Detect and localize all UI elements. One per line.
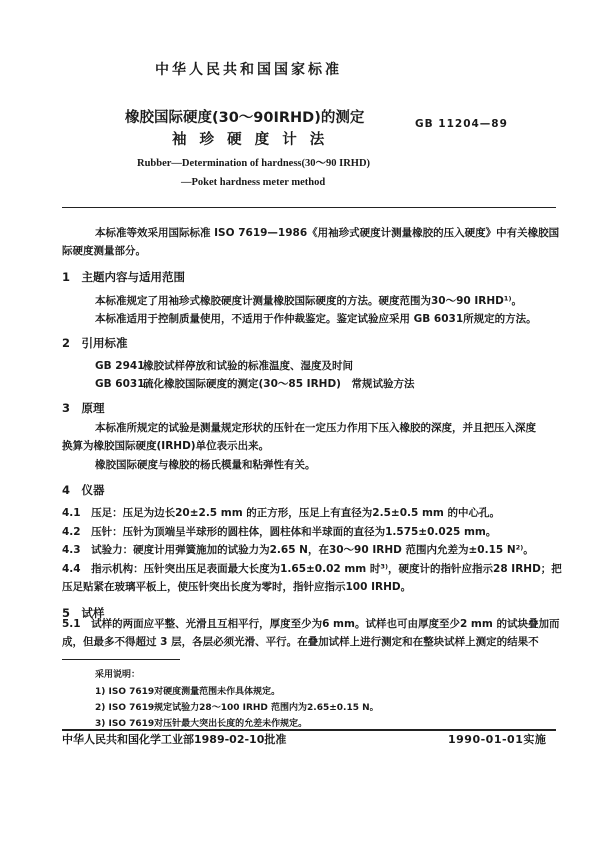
section-1-line: 本标准规定了用袖珍式橡胶硬度计测量橡胶国际硬度的方法。硬度范围为30～90 IRHD¹⁾。 [95, 295, 522, 307]
footnote-divider [62, 659, 180, 660]
section-heading-5: 5 试样 [62, 606, 105, 620]
ref-title: 硫化橡胶国际硬度的测定(30～85 IRHD) 常规试验方法 [143, 378, 415, 390]
footnote: 3) ISO 7619对压针最大突出长度的允差未作规定。 [95, 719, 308, 729]
document-title-line1: 橡胶国际硬度(30～90IRHD)的测定 [125, 110, 365, 126]
section-heading-4: 4 仪器 [62, 483, 105, 497]
section-3-line: 橡胶国际硬度与橡胶的杨氏模量和粘弹性有关。 [95, 459, 316, 471]
section-heading-3: 3 原理 [62, 401, 105, 415]
section-4-line: 4.2 压针：压针为顶端呈半球形的圆柱体，圆柱体和半球面的直径为1.575±0.025 mm。 [62, 526, 497, 538]
english-title-line1: Rubber—Determination of hardness(30～90 IRHD) [137, 158, 371, 169]
header-divider [62, 207, 556, 208]
section-heading-1: 1 主题内容与适用范围 [62, 270, 186, 284]
ref-code: GB 2941 [95, 360, 145, 372]
publisher-heading: 中华人民共和国国家标准 [155, 62, 342, 78]
section-4-line: 4.3 试验力：硬度计用弹簧施加的试验力为2.65 N，在30～90 IRHD 范围内允差为±0.15 N²⁾。 [62, 544, 534, 556]
ref-title: 橡胶试样停放和试验的标准温度、湿度及时间 [143, 360, 353, 372]
section-4-line: 压足贴紧在玻璃平板上，使压针突出长度为零时，指针应指示100 IRHD。 [62, 581, 412, 593]
ref-code: GB 6031 [95, 378, 145, 390]
footnote-title: 采用说明： [95, 670, 141, 680]
intro-line: 本标准等效采用国际标准 ISO 7619—1986《用袖珍式硬度计测量橡胶的压入硬度》中有关橡胶国 [95, 227, 560, 239]
footnote: 1) ISO 7619对硬度测量范围未作具体规定。 [95, 687, 281, 697]
document-title-line2: 袖 珍 硬 度 计 法 [172, 132, 329, 148]
footer-divider [62, 729, 556, 731]
effective-date: 1990-01-01实施 [448, 733, 547, 746]
section-heading-2: 2 引用标准 [62, 336, 128, 350]
standard-number: GB 11204—89 [415, 118, 508, 130]
section-4-line: 4.1 压足：压足为边长20±2.5 mm 的正方形，压足上有直径为2.5±0.5 mm 的中心孔。 [62, 507, 500, 519]
english-title-line2: —Poket hardness meter method [181, 177, 326, 188]
section-3-line: 本标准所规定的试验是测量规定形状的压针在一定压力作用下压入橡胶的深度，并且把压入深度 [95, 422, 536, 434]
intro-line: 际硬度测量部分。 [62, 245, 146, 257]
section-5-line: 5.1 试样的两面应平整、光滑且互相平行，厚度至少为6 mm。试样也可由厚度至少2 mm 的试块叠加而 [62, 618, 560, 630]
section-5-line: 成，但最多不得超过 3 层，各层必须光滑、平行。在叠加试样上进行测定和在整块试样上测定的结果不 [62, 636, 539, 648]
footnote: 2) ISO 7619规定试验力28～100 IRHD 范围内为2.65±0.15 N。 [95, 703, 379, 713]
approval-date: 中华人民共和国化学工业部1989-02-10批准 [62, 733, 287, 746]
section-3-line: 换算为橡胶国际硬度(IRHD)单位表示出来。 [62, 440, 270, 452]
section-4-line: 4.4 指示机构：压针突出压足表面最大长度为1.65±0.02 mm 时³⁾，硬度计的指针应指示28 IRHD；把 [62, 563, 562, 575]
section-1-line: 本标准适用于控制质量使用，不适用于作仲裁鉴定。鉴定试验应采用 GB 6031所规定的方法。 [95, 313, 537, 325]
